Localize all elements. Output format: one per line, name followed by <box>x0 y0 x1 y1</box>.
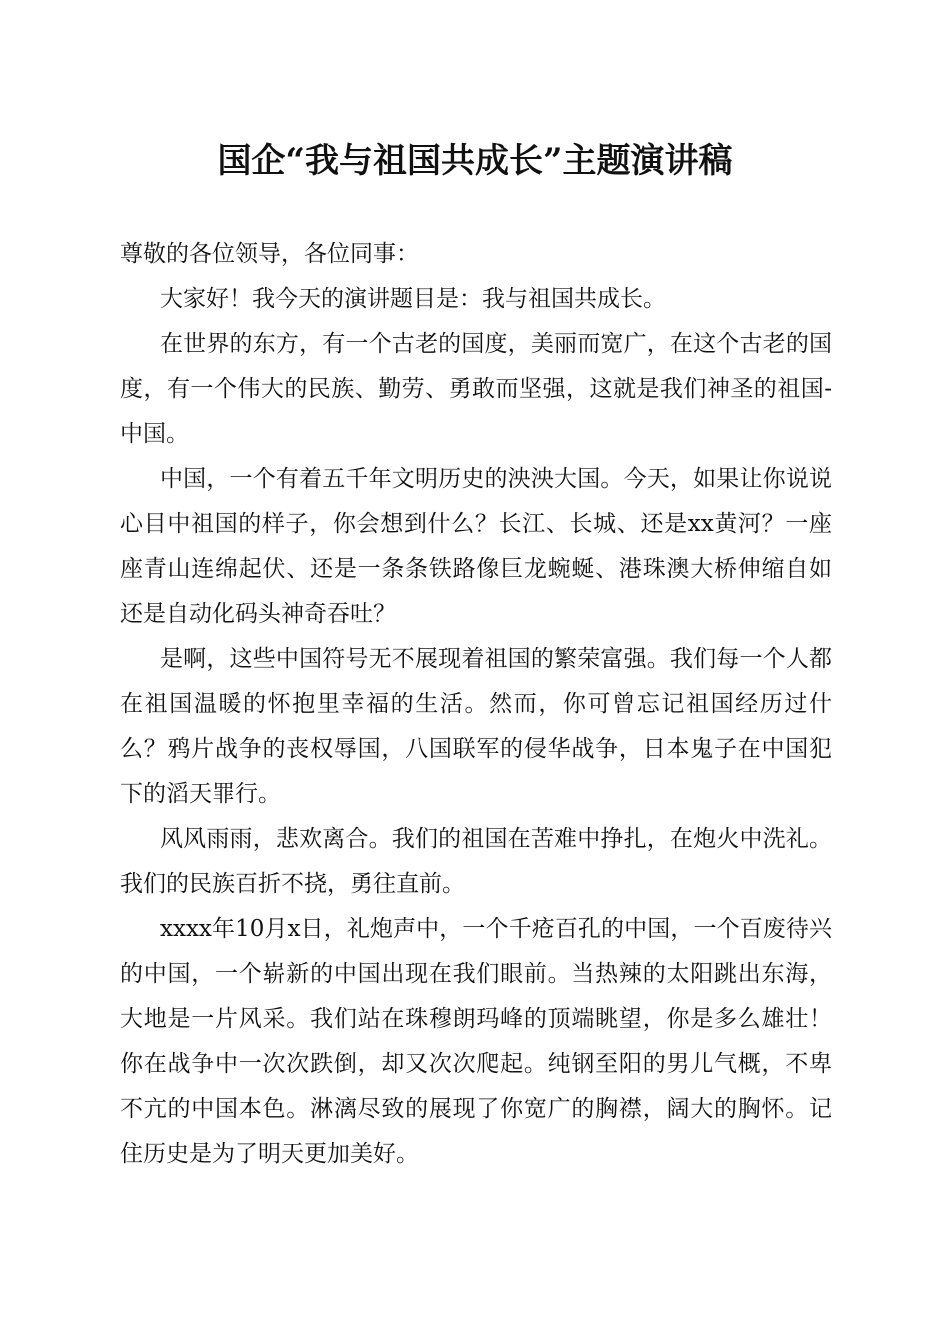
paragraph-greeting: 大家好！我今天的演讲题目是：我与祖国共成长。 <box>160 286 666 312</box>
paragraph-history: 是啊，这些中国符号无不展现着祖国的繁荣富强。我们每一个人都在祖国温暖的怀抱里幸福的生活。然而，你可曾忘记祖国经历过什么？鸦片战争的丧权辱国，八国联军的侵华战争，日本鬼子在中国犯下的滔天罪行。 <box>120 646 832 807</box>
paragraph-china-image: 中国，一个有着五千年文明历史的泱泱大国。今天，如果让你说说心目中祖国的样子，你会想到什么？长江、长城、还是xx黄河？一座座青山连绵起伏、还是一条条铁路像巨龙蜿蜒、港珠澳大桥伸缩自如还是自动化码头神奇吞吐？ <box>120 466 832 627</box>
paragraph-east: 在世界的东方，有一个古老的国度，美丽而宽广，在这个古老的国度，有一个伟大的民族、勤劳、勇敢而坚强，这就是我们神圣的祖国-中国。 <box>120 331 832 447</box>
salutation: 尊敬的各位领导，各位同事： <box>120 241 419 267</box>
document-title: 国企“我与祖国共成长”主题演讲稿 <box>217 141 733 181</box>
document-body <box>120 232 832 1177</box>
paragraph-new-china: xxxx年10月x日，礼炮声中，一个千疮百孔的中国，一个百废待兴的中国，一个崭新的中国出现在我们眼前。当热辣的太阳跳出东海，大地是一片风采。我们站在珠穆朗玛峰的顶端眺望，你是多么雄壮！你在战争中一次次跌倒，却又次次爬起。纯钢至阳的男儿气概，不卑不亢的中国本色。淋漓尽致的展现了你宽广的胸襟，阔大的胸怀。记住历史是为了明天更加美好。 <box>120 916 832 1167</box>
paragraph-hardship: 风风雨雨，悲欢离合。我们的祖国在苦难中挣扎，在炮火中洗礼。我们的民族百折不挠，勇往直前。 <box>120 826 832 897</box>
